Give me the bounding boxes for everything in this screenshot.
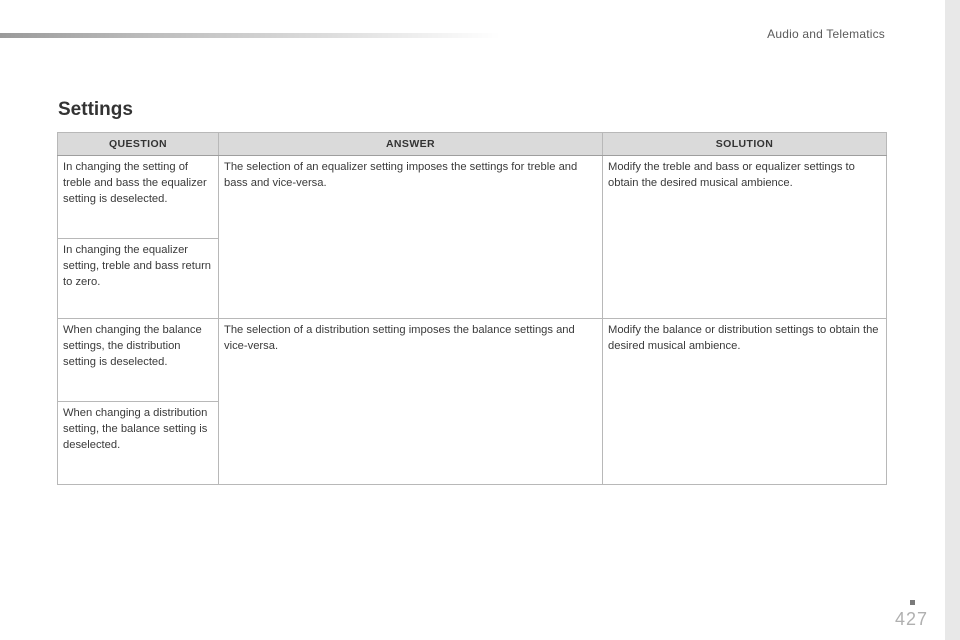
settings-table <box>57 132 887 485</box>
solution-cell: Modify the treble and bass or equalizer settings to obtain the desired musical ambience. <box>603 156 887 319</box>
page-marker <box>910 600 915 605</box>
table-header-row <box>58 133 887 156</box>
question-cell: When changing the balance settings, the distribution setting is deselected. <box>58 319 219 402</box>
column-header-question: QUESTION <box>58 133 219 156</box>
column-header-answer: ANSWER <box>219 133 603 156</box>
page-number: 427 <box>894 609 928 629</box>
answer-cell: The selection of a distribution setting imposes the balance settings and vice-versa. <box>219 319 603 485</box>
solution-cell: Modify the balance or distribution settings to obtain the desired musical ambience. <box>603 319 887 485</box>
table-row <box>58 319 887 402</box>
question-cell: In changing the setting of treble and bass the equalizer setting is deselected. <box>58 156 219 239</box>
question-cell: In changing the equalizer setting, treble and bass return to zero. <box>58 239 219 319</box>
column-header-solution: SOLUTION <box>603 133 887 156</box>
page-edge-band <box>945 0 960 640</box>
question-cell: When changing a distribution setting, the balance setting is deselected. <box>58 402 219 485</box>
header-rule <box>0 33 500 38</box>
page-title: Settings <box>58 99 133 120</box>
section-header: Audio and Telematics <box>767 27 885 41</box>
table-row <box>58 156 887 239</box>
answer-cell: The selection of an equalizer setting imposes the settings for treble and bass and vice-versa. <box>219 156 603 319</box>
